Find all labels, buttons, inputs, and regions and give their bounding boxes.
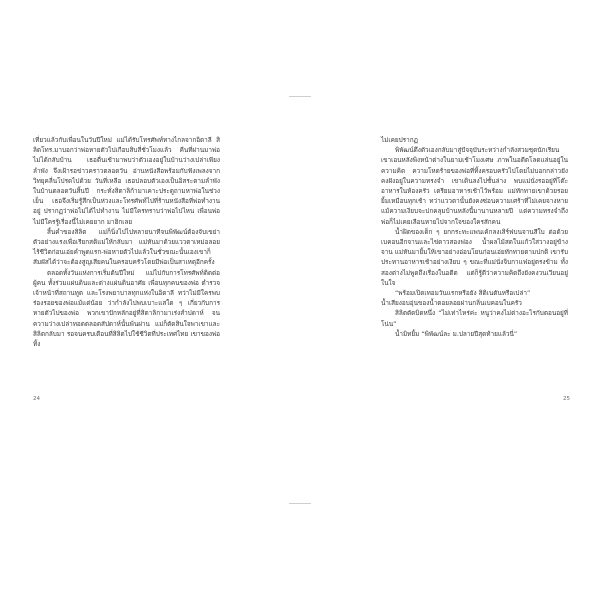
paragraph: สิ้นคำของสิลิต แม่ก็นิ่งไปไปหลายนาทีจนพิพัฒน์ต้องจับเขย่าตัวอย่างแรงเพื่อเรียกสติแม่ให้กลับมา แม่หันมาด้วยแววตาเหม่อลอยไร้ชีวิตก่อนเอ่ยคำพูดแรก-พ่อหายตัวไปแล้วในชั่วขณะนั้นเองเขาก็สัมผัสได้ว่าจะต้องสูญเสียคนในครอบครัวโดยมีพ่อเป็นสาเหตุอีกครั้ง [33,227,220,267]
paragraph: เที่ยวแล้วกับเพื่อนในวันปีใหม่ แม่ได้รับโทรศัพท์ทางไกลจากอิตาลี สิลิตโทร.มาบอกว่าพ่อหายตัวไปเกือบสิบสี่ชั่วโมงแล้ว คืนที่ผ่านมาพ่อไม่ได้กลับบ้าน เธอตื่นเช้ามาพบว่าตัวเองอยู่ในบ้านว่างเปล่าเพียงลำพัง จึงเฝ้ารอข่าวคราวตลอดวัน อ่านหนังสือพร้อมกับฟังเพลงจากวิทยุคลื่นโปรดไปด้วย วันที่เหลือ เธอปลอบตัวเองเป็นอิสระตามลำพังในบ้านตลอดวันสิ้นปี กระทั่งสิตาลิก้ามาเคาะประตูถามหาพ่อในช่วงเย็น เธอจึงเริ่มรู้สึกเป็นห่วงและโทรศัพท์ไปที่ร้านหนังสือที่พ่อทำงานอยู่ ปรากฏว่าพ่อไม่ได้ไปทำงาน ไม่มีใครทราบว่าพ่อไปไหน เพื่อนพ่อไม่มีใครรู้เรื่องนี้ไม่เคยยาก มาฮิกเลย [33,136,220,226]
paragraph: น้ำฝิดของเด็ก ๆ ยกกระทะแพนเค้กลงเสิร์ฟบนจานสีใบ ต่อด้วยเบคอนอีกจานและไข่ดาวสองฟอง น้ำผลไม้สดในแก้วใสวางอยู่ข้างจาน แม่หันมายิ้มให้เขาอย่างอ่อนโยนก่อนเอ่ยทักทายตามปกติ เขารับประทานอาหารเช้าอย่างเงียบ ๆ ขณะที่แม่นั่งจิบกาแฟอยู่ตรงข้าม ทั้งสองต่างไม่พูดถึงเรื่องในอดีต แต่ก็รู้ดีว่าความคิดถึงยังคงวนเวียนอยู่ในใจ [381,227,568,287]
paragraph: สิลิตตัดบิดหนึ่ง “ไม่เท่าไหร่ค่ะ หนูว่าคงไม่ต่างอะไรกับตอนอยู่ที่โน่น” [381,309,568,328]
right-page-text [381,135,568,339]
top-center-mark [289,96,311,97]
left-page-text [33,135,220,349]
page-number-right: 25 [563,396,570,402]
paragraph: น้ำเสียงอบอุ่นของน้ำตอยลอยผ่านกลิ่นเบคอนในครัว [381,299,522,308]
paragraph: ไม่เคยปรากฏ [381,136,418,144]
bottom-center-mark [289,503,311,504]
paragraph: ตลอดทั้งวันแห่งการเริ่มต้นปีใหม่ แม่ไปกับการโทรศัพท์ติดต่อผู้คน ทั้งร่วมแผ่นดินและต่างแผ่นดินอาศัย เพื่อนทุกคนของพ่อ ตำรวจ เจ้าหน้าที่สถานทูต และโรงพยาบาลทุกแห่งในอิตาลี ทว่าไม่มีใครพบร่องรอยของพ่อแม้แต่น้อย ว่ากำลังไปพบเบาะแสใด ๆ เกี่ยวกับการหายตัวไปของพ่อ พวกเขาปักหลักอยู่ที่สิตาลิกามาเร่งสำปดาห์ จนความว่างเปล่าทอดตลอดสัปดาห์นั้นพ้นผ่าน แม่ก็ตัดสินใจพาเขาและสิลิตกลับมา รอจนครบเดือนที่สิลิตไปใช้ชีวิตที่ประเทศไทย เขาของพ่อทิ้ง [33,268,220,349]
paragraph: น้ำมิทยิ้ม “พิพัฒน์ละ ม.ปลายปีสุดท้ายแล้วนี่” [395,329,518,338]
paragraph: พิพัฒน์ดึงตัวเองกลับมาสู่ปัจจุบันระหว่างกำลังสวมชุดนักเรียนเขาเอนหลังพิงหน้าต่างในยามเช้าโมงเศษ ภาพในอดีตโลดแล่นอยู่ในความคิด ความโหดร้ายของพ่อที่ทิ้งครอบครัวไปโดยไม่บอกกล่าวยังคงฝังอยู่ในความทรงจำ เขาเดินลงไปชั้นล่าง พบแม่นั่งรออยู่ที่โต๊ะอาหารในห้องครัว เตรียมอาหารเช้าไว้พร้อม แม่ทักทายเขาด้วยรอยยิ้มเหมือนทุกเช้า ทว่าแววตานั้นยังคงซ่อนความเศร้าที่ไม่เคยจางหาย แม้ความเงียบจะปกคลุมบ้านหลังนี้มานานหลายปี แต่ความทรงจำถึงพ่อก็ไม่เคยเลือนหายไปจากใจของใครสักคน [381,146,568,226]
paragraph: “พร้อมเปิดเทอมวันแรกหรือยัง สิติเนตันหรือเปล่า” [395,289,531,298]
page-number-left: 24 [33,396,40,402]
